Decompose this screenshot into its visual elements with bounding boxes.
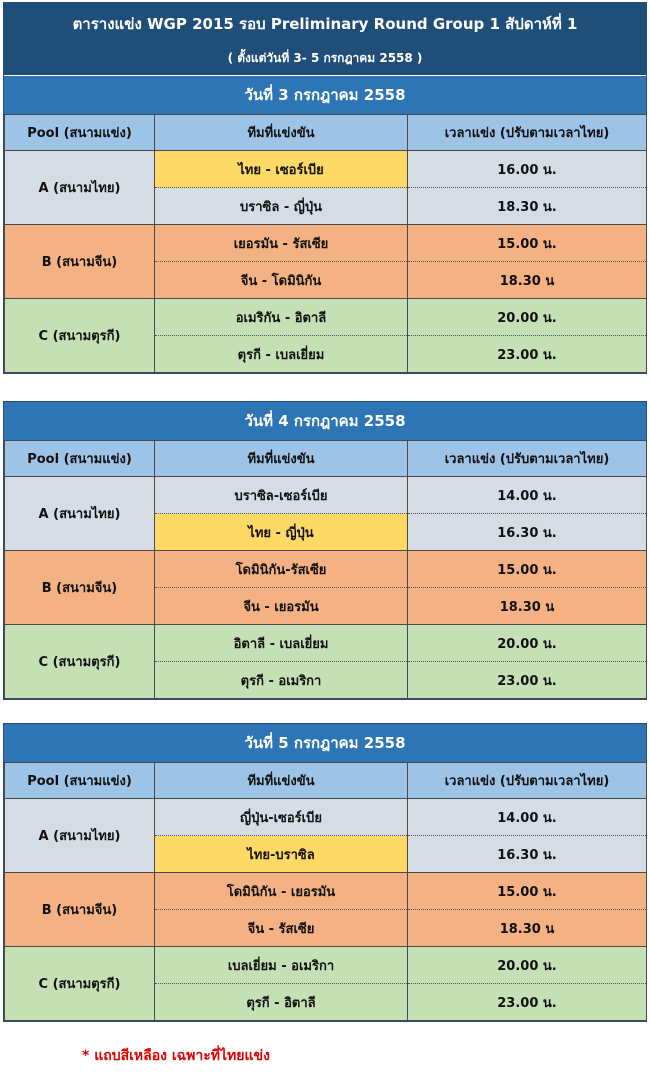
match-time: 15.00 น. bbox=[408, 873, 647, 910]
match-teams: ตุรกี - อิตาลี bbox=[155, 984, 408, 1021]
match-time: 23.00 น. bbox=[408, 336, 647, 373]
pool-cell: A (สนามไทย) bbox=[5, 799, 155, 873]
schedule-table bbox=[4, 114, 647, 373]
col-header-pool: Pool (สนามแข่ง) bbox=[5, 763, 155, 799]
pool-cell: B (สนามจีน) bbox=[5, 873, 155, 947]
col-header-teams: ทีมที่แข่งขัน bbox=[155, 115, 408, 151]
date-header: วันที่ 4 กรกฎาคม 2558 bbox=[4, 402, 646, 440]
schedule-day-3 bbox=[3, 723, 647, 1022]
pool-cell: B (สนามจีน) bbox=[5, 225, 155, 299]
col-header-pool: Pool (สนามแข่ง) bbox=[5, 115, 155, 151]
match-teams: ไทย-บราซิล bbox=[155, 836, 408, 873]
date-header: วันที่ 3 กรกฎาคม 2558 bbox=[4, 75, 646, 114]
match-time: 14.00 น. bbox=[408, 799, 647, 836]
match-teams: ตุรกี - เบลเยี่ยม bbox=[155, 336, 408, 373]
match-teams: จีน - เยอรมัน bbox=[155, 588, 408, 625]
pool-cell: C (สนามตุรกี) bbox=[5, 299, 155, 373]
col-header-time: เวลาแข่ง (ปรับตามเวลาไทย) bbox=[408, 115, 647, 151]
match-time: 15.00 น. bbox=[408, 551, 647, 588]
match-teams: โดมินิกัน-รัสเซีย bbox=[155, 551, 408, 588]
match-time: 16.30 น. bbox=[408, 836, 647, 873]
schedule-day-2 bbox=[3, 401, 647, 700]
match-teams: โดมินิกัน - เยอรมัน bbox=[155, 873, 408, 910]
match-teams: จีน - โดมินิกัน bbox=[155, 262, 408, 299]
schedule-table bbox=[4, 762, 647, 1021]
match-teams: บราซิล - ญี่ปุ่น bbox=[155, 188, 408, 225]
match-teams: เบลเยี่ยม - อเมริกา bbox=[155, 947, 408, 984]
match-time: 18.30 น bbox=[408, 588, 647, 625]
table-row bbox=[5, 947, 647, 984]
match-time: 14.00 น. bbox=[408, 477, 647, 514]
col-header-teams: ทีมที่แข่งขัน bbox=[155, 441, 408, 477]
match-time: 18.30 น bbox=[408, 262, 647, 299]
match-time: 18.30 น. bbox=[408, 188, 647, 225]
col-header-teams: ทีมที่แข่งขัน bbox=[155, 763, 408, 799]
match-time: 16.00 น. bbox=[408, 151, 647, 188]
match-teams: ไทย - ญี่ปุ่น bbox=[155, 514, 408, 551]
table-row bbox=[5, 151, 647, 188]
match-teams: ญี่ปุ่น-เซอร์เบีย bbox=[155, 799, 408, 836]
match-teams: จีน - รัสเซีย bbox=[155, 910, 408, 947]
page-title: ตารางแข่ง WGP 2015 รอบ Preliminary Round Group 1 สัปดาห์ที่ 1 bbox=[4, 3, 646, 45]
match-teams: อเมริกัน - อิตาลี bbox=[155, 299, 408, 336]
match-time: 20.00 น. bbox=[408, 299, 647, 336]
table-row bbox=[5, 873, 647, 910]
table-row bbox=[5, 225, 647, 262]
match-time: 18.30 น bbox=[408, 910, 647, 947]
schedule-day-1 bbox=[3, 2, 647, 374]
table-row bbox=[5, 625, 647, 662]
match-time: 20.00 น. bbox=[408, 947, 647, 984]
table-row bbox=[5, 799, 647, 836]
match-time: 20.00 น. bbox=[408, 625, 647, 662]
col-header-time: เวลาแข่ง (ปรับตามเวลาไทย) bbox=[408, 441, 647, 477]
match-time: 15.00 น. bbox=[408, 225, 647, 262]
table-row bbox=[5, 477, 647, 514]
table-row bbox=[5, 551, 647, 588]
pool-cell: C (สนามตุรกี) bbox=[5, 947, 155, 1021]
pool-cell: C (สนามตุรกี) bbox=[5, 625, 155, 699]
match-time: 16.30 น. bbox=[408, 514, 647, 551]
col-header-pool: Pool (สนามแข่ง) bbox=[5, 441, 155, 477]
match-teams: บราซิล-เซอร์เบีย bbox=[155, 477, 408, 514]
pool-cell: B (สนามจีน) bbox=[5, 551, 155, 625]
pool-cell: A (สนามไทย) bbox=[5, 151, 155, 225]
page-subtitle: ( ตั้งแต่วันที่ 3- 5 กรกฎาคม 2558 ) bbox=[4, 45, 646, 75]
table-row bbox=[5, 299, 647, 336]
col-header-time: เวลาแข่ง (ปรับตามเวลาไทย) bbox=[408, 763, 647, 799]
match-teams: ตุรกี - อเมริกา bbox=[155, 662, 408, 699]
match-teams: อิตาลี - เบลเยี่ยม bbox=[155, 625, 408, 662]
match-teams: เยอรมัน - รัสเซีย bbox=[155, 225, 408, 262]
match-teams: ไทย - เซอร์เบีย bbox=[155, 151, 408, 188]
date-header: วันที่ 5 กรกฎาคม 2558 bbox=[4, 724, 646, 762]
pool-cell: A (สนามไทย) bbox=[5, 477, 155, 551]
match-time: 23.00 น. bbox=[408, 662, 647, 699]
footnote: * แถบสีเหลือง เฉพาะที่ไทยแข่ง bbox=[82, 1048, 270, 1064]
match-time: 23.00 น. bbox=[408, 984, 647, 1021]
schedule-table bbox=[4, 440, 647, 699]
